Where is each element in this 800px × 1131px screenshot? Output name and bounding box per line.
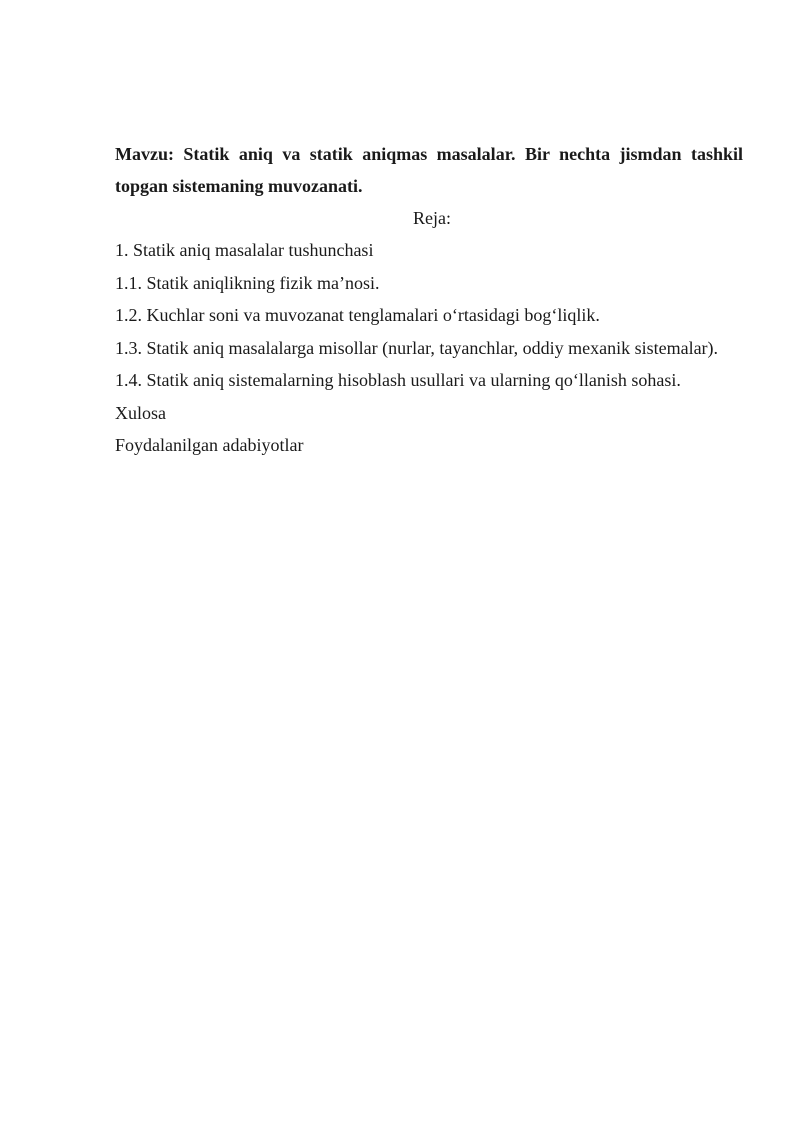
document-title: Mavzu: Statik aniq va statik aniqmas masalalar. Bir nechta jismdan tashkil topgan sistemaning muvozanati. <box>115 144 743 196</box>
plan-item-1-1: 1.1. Statik aniqlikning fizik ma’nosi. <box>115 272 380 293</box>
plan-item-1: 1. Statik aniq masalalar tushunchasi <box>115 240 374 260</box>
document-content <box>115 138 743 462</box>
plan-heading: Reja: <box>413 208 451 228</box>
plan-item-1-2: 1.2. Kuchlar soni va muvozanat tenglamalari o‘rtasidagi bog‘liqlik. <box>115 305 600 325</box>
plan-item-1-3: 1.3. Statik aniq masalalarga misollar (nurlar, tayanchlar, oddiy mexanik sistemalar). <box>115 337 719 358</box>
plan-item-references: Foydalanilgan adabiyotlar <box>115 435 304 455</box>
plan-item-conclusion: Xulosa <box>115 402 166 423</box>
plan-list <box>115 234 743 462</box>
plan-item-1-4: 1.4. Statik aniq sistemalarning hisoblash usullari va ularning qo‘llanish sohasi. <box>115 370 681 390</box>
